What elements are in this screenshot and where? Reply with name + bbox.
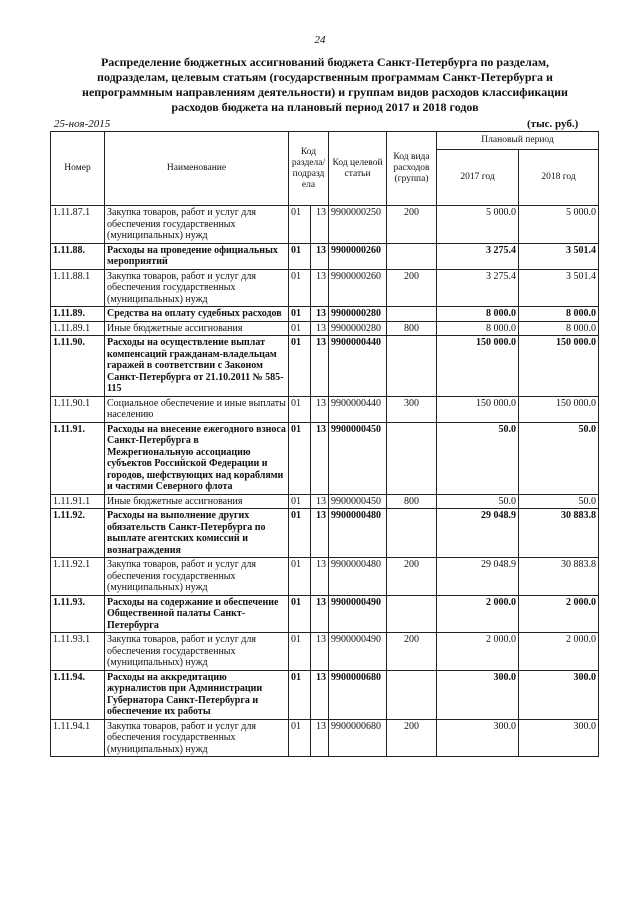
row-target-code: 9900000480 xyxy=(329,558,387,596)
header-year-2018: 2018 год xyxy=(519,150,599,206)
row-subsection: 13 xyxy=(311,719,329,757)
table-row xyxy=(51,595,599,633)
page-number: 24 xyxy=(314,34,326,46)
table-row xyxy=(51,719,599,757)
row-value-2017: 8 000.0 xyxy=(437,321,519,336)
table-row xyxy=(51,206,599,244)
row-name: Расходы на выполнение других обязательств Санкт-Петербурга по выплате агентских комиссий и вознаграждения xyxy=(105,509,289,558)
row-section: 01 xyxy=(289,206,311,244)
row-section: 01 xyxy=(289,595,311,633)
row-target-code: 9900000490 xyxy=(329,595,387,633)
table-row xyxy=(51,307,599,322)
row-type-code: 200 xyxy=(387,206,437,244)
row-number: 1.11.91.1 xyxy=(51,494,105,509)
row-value-2017: 3 275.4 xyxy=(437,269,519,307)
row-subsection: 13 xyxy=(311,494,329,509)
row-subsection: 13 xyxy=(311,243,329,269)
row-value-2017: 50.0 xyxy=(437,494,519,509)
row-number: 1.11.92.1 xyxy=(51,558,105,596)
row-section: 01 xyxy=(289,269,311,307)
row-name: Расходы на проведение официальных мероприятий xyxy=(105,243,289,269)
row-section: 01 xyxy=(289,494,311,509)
row-target-code: 9900000450 xyxy=(329,494,387,509)
row-subsection: 13 xyxy=(311,633,329,671)
row-section: 01 xyxy=(289,336,311,397)
row-type-code: 200 xyxy=(387,269,437,307)
row-subsection: 13 xyxy=(311,422,329,494)
table-row xyxy=(51,633,599,671)
table-row xyxy=(51,336,599,397)
row-name: Расходы на осуществление выплат компенсаций гражданам-владельцам гаражей в соответствии с Законом Санкт-Петербурга от 21.10.2011 № 585-115 xyxy=(105,336,289,397)
row-value-2018: 30 883.8 xyxy=(519,558,599,596)
row-number: 1.11.90.1 xyxy=(51,396,105,422)
row-value-2017: 300.0 xyxy=(437,719,519,757)
row-name: Средства на оплату судебных расходов xyxy=(105,307,289,322)
units-label: (тыс. руб.) xyxy=(527,118,579,130)
row-number: 1.11.92. xyxy=(51,509,105,558)
table-row xyxy=(51,396,599,422)
row-subsection: 13 xyxy=(311,509,329,558)
row-section: 01 xyxy=(289,321,311,336)
row-value-2017: 29 048.9 xyxy=(437,509,519,558)
header-name: Наименование xyxy=(105,132,289,206)
row-value-2018: 300.0 xyxy=(519,719,599,757)
row-number: 1.11.93. xyxy=(51,595,105,633)
row-number: 1.11.89. xyxy=(51,307,105,322)
row-subsection: 13 xyxy=(311,336,329,397)
row-number: 1.11.88. xyxy=(51,243,105,269)
row-name: Закупка товаров, работ и услуг для обеспечения государственных (муниципальных) нужд xyxy=(105,558,289,596)
table-row xyxy=(51,321,599,336)
row-name: Закупка товаров, работ и услуг для обеспечения государственных (муниципальных) нужд xyxy=(105,206,289,244)
row-target-code: 9900000250 xyxy=(329,206,387,244)
row-value-2018: 30 883.8 xyxy=(519,509,599,558)
row-value-2017: 8 000.0 xyxy=(437,307,519,322)
row-number: 1.11.93.1 xyxy=(51,633,105,671)
row-value-2017: 150 000.0 xyxy=(437,336,519,397)
row-number: 1.11.94.1 xyxy=(51,719,105,757)
table-row xyxy=(51,494,599,509)
row-number: 1.11.94. xyxy=(51,670,105,719)
row-type-code: 300 xyxy=(387,396,437,422)
row-type-code xyxy=(387,422,437,494)
row-target-code: 9900000680 xyxy=(329,719,387,757)
budget-table xyxy=(50,131,599,757)
row-value-2018: 50.0 xyxy=(519,494,599,509)
row-value-2017: 2 000.0 xyxy=(437,633,519,671)
row-type-code xyxy=(387,243,437,269)
row-type-code: 200 xyxy=(387,719,437,757)
row-value-2017: 5 000.0 xyxy=(437,206,519,244)
row-target-code: 9900000680 xyxy=(329,670,387,719)
header-year-2017: 2017 год xyxy=(437,150,519,206)
row-name: Закупка товаров, работ и услуг для обеспечения государственных (муниципальных) нужд xyxy=(105,269,289,307)
header-type-code: Код вида расходов (группа) xyxy=(387,132,437,206)
document-date: 25-ноя-2015 xyxy=(54,118,111,130)
table-row xyxy=(51,243,599,269)
row-target-code: 9900000260 xyxy=(329,269,387,307)
row-subsection: 13 xyxy=(311,321,329,336)
row-section: 01 xyxy=(289,396,311,422)
row-name: Расходы на содержание и обеспечение Общественной палаты Санкт-Петербурга xyxy=(105,595,289,633)
row-target-code: 9900000440 xyxy=(329,396,387,422)
row-section: 01 xyxy=(289,719,311,757)
header-number: Номер xyxy=(51,132,105,206)
row-value-2017: 29 048.9 xyxy=(437,558,519,596)
row-number: 1.11.90. xyxy=(51,336,105,397)
row-type-code: 200 xyxy=(387,558,437,596)
row-name: Социальное обеспечение и иные выплаты населению xyxy=(105,396,289,422)
row-value-2017: 50.0 xyxy=(437,422,519,494)
row-type-code xyxy=(387,595,437,633)
row-subsection: 13 xyxy=(311,670,329,719)
header-target-code: Код целевой статьи xyxy=(329,132,387,206)
row-name: Закупка товаров, работ и услуг для обеспечения государственных (муниципальных) нужд xyxy=(105,633,289,671)
table-row xyxy=(51,670,599,719)
row-type-code: 800 xyxy=(387,494,437,509)
row-value-2017: 150 000.0 xyxy=(437,396,519,422)
row-number: 1.11.91. xyxy=(51,422,105,494)
row-section: 01 xyxy=(289,633,311,671)
row-section: 01 xyxy=(289,243,311,269)
row-value-2018: 50.0 xyxy=(519,422,599,494)
row-type-code: 800 xyxy=(387,321,437,336)
row-number: 1.11.88.1 xyxy=(51,269,105,307)
row-target-code: 9900000440 xyxy=(329,336,387,397)
row-value-2018: 2 000.0 xyxy=(519,633,599,671)
row-number: 1.11.87.1 xyxy=(51,206,105,244)
row-subsection: 13 xyxy=(311,206,329,244)
row-section: 01 xyxy=(289,509,311,558)
row-subsection: 13 xyxy=(311,595,329,633)
row-section: 01 xyxy=(289,558,311,596)
row-value-2018: 150 000.0 xyxy=(519,336,599,397)
row-subsection: 13 xyxy=(311,396,329,422)
table-row xyxy=(51,269,599,307)
row-subsection: 13 xyxy=(311,307,329,322)
row-value-2018: 2 000.0 xyxy=(519,595,599,633)
row-value-2018: 8 000.0 xyxy=(519,321,599,336)
table-row xyxy=(51,558,599,596)
row-section: 01 xyxy=(289,422,311,494)
row-value-2018: 8 000.0 xyxy=(519,307,599,322)
row-value-2018: 3 501.4 xyxy=(519,269,599,307)
row-section: 01 xyxy=(289,307,311,322)
row-target-code: 9900000480 xyxy=(329,509,387,558)
row-section: 01 xyxy=(289,670,311,719)
row-value-2017: 300.0 xyxy=(437,670,519,719)
row-type-code xyxy=(387,336,437,397)
row-number: 1.11.89.1 xyxy=(51,321,105,336)
row-target-code: 9900000280 xyxy=(329,307,387,322)
row-name: Расходы на внесение ежегодного взноса Санкт-Петербурга в Межрегиональную ассоциацию субъектов Российской Федерации и городов, шефствующих над кораблями и частями Северного флота xyxy=(105,422,289,494)
row-name: Иные бюджетные ассигнования xyxy=(105,494,289,509)
row-target-code: 9900000450 xyxy=(329,422,387,494)
row-subsection: 13 xyxy=(311,269,329,307)
row-type-code xyxy=(387,670,437,719)
row-value-2017: 2 000.0 xyxy=(437,595,519,633)
header-plan-period: Плановый период xyxy=(437,132,599,150)
row-type-code xyxy=(387,307,437,322)
header-section-code: Код раздела/ подразд ела xyxy=(289,132,329,206)
row-value-2018: 150 000.0 xyxy=(519,396,599,422)
document-title: Распределение бюджетных ассигнований бюджета Санкт-Петербурга по разделам, подразделам, целевым статьям (государственным программам Санкт-Петербурга и непрограммным направлениям деятельности) и группам видов расходов классификации расходов бюджета на плановый период 2017 и 2018 годов xyxy=(82,55,568,114)
row-name: Закупка товаров, работ и услуг для обеспечения государственных (муниципальных) нужд xyxy=(105,719,289,757)
row-type-code xyxy=(387,509,437,558)
table-row xyxy=(51,509,599,558)
row-type-code: 200 xyxy=(387,633,437,671)
row-target-code: 9900000280 xyxy=(329,321,387,336)
row-target-code: 9900000490 xyxy=(329,633,387,671)
row-value-2017: 3 275.4 xyxy=(437,243,519,269)
row-value-2018: 5 000.0 xyxy=(519,206,599,244)
row-target-code: 9900000260 xyxy=(329,243,387,269)
row-name: Иные бюджетные ассигнования xyxy=(105,321,289,336)
table-row xyxy=(51,422,599,494)
row-name: Расходы на аккредитацию журналистов при Администрации Губернатора Санкт-Петербурга и обеспечение их работы xyxy=(105,670,289,719)
row-subsection: 13 xyxy=(311,558,329,596)
row-value-2018: 3 501.4 xyxy=(519,243,599,269)
row-value-2018: 300.0 xyxy=(519,670,599,719)
